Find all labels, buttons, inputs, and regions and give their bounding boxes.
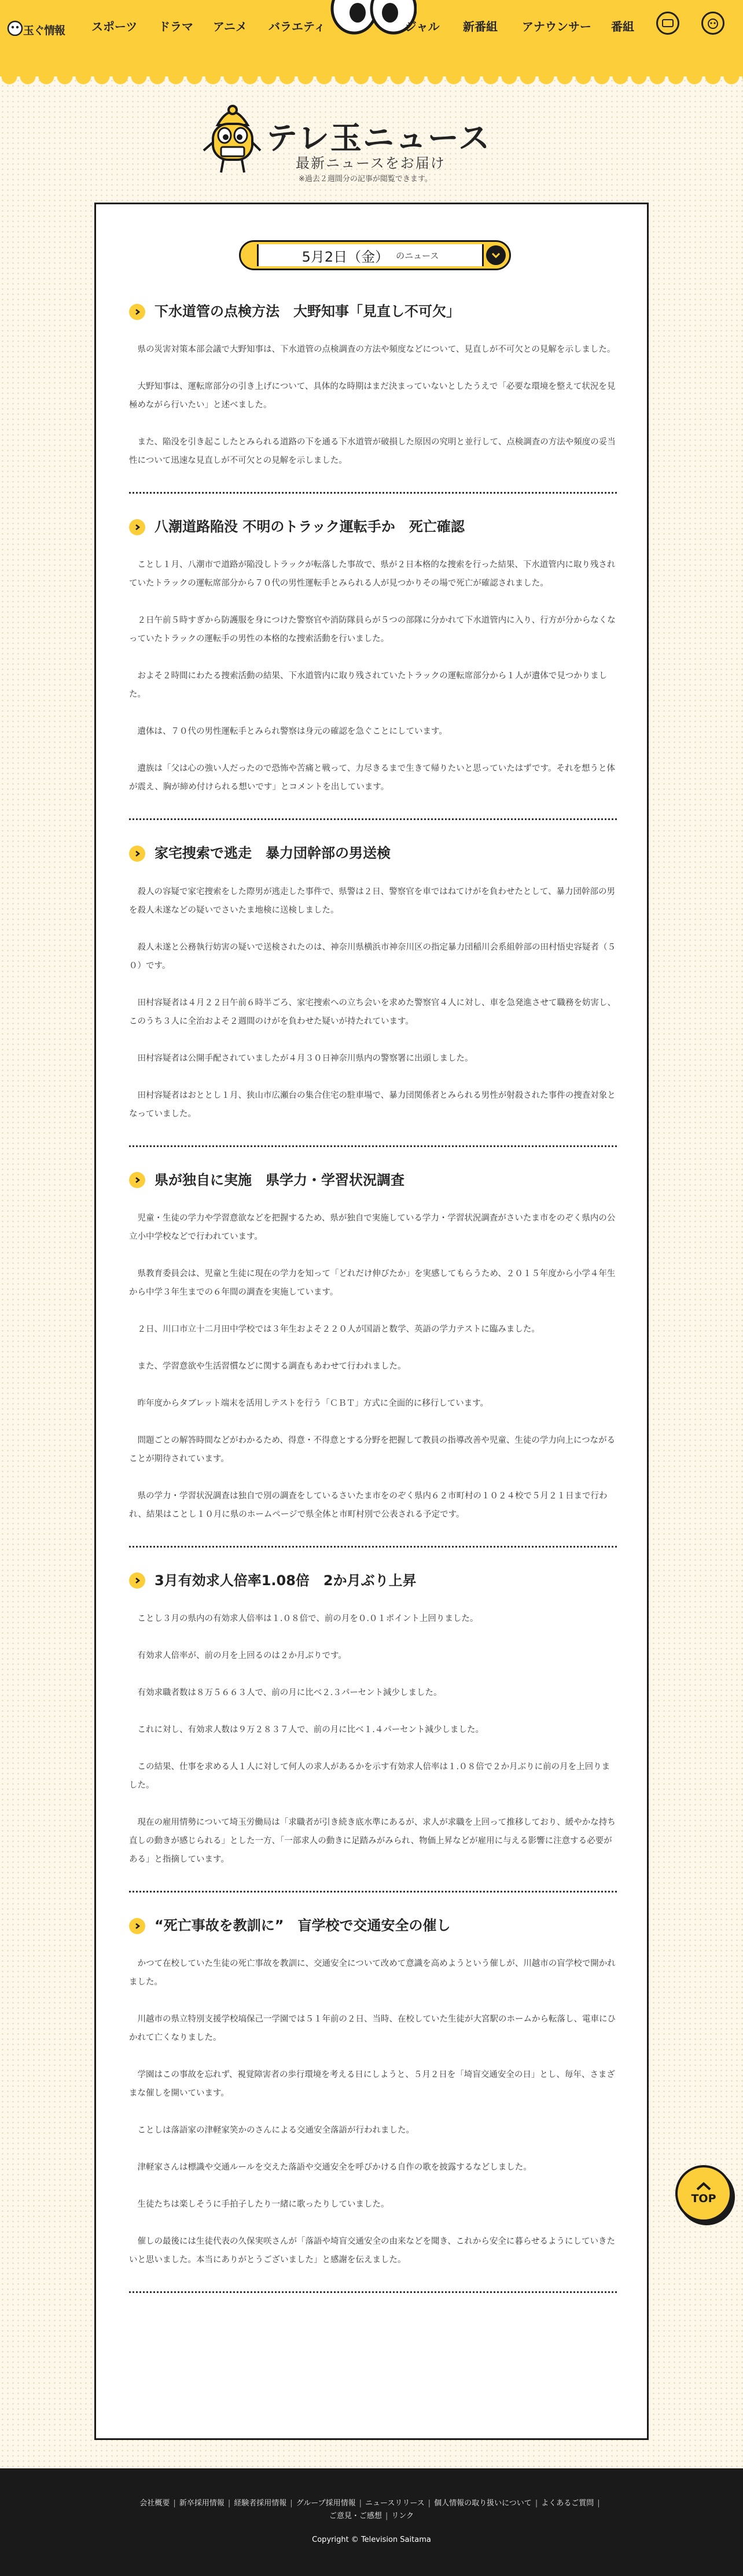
mascot-eyes-icon <box>330 0 417 35</box>
nav-mascot-icon[interactable] <box>701 12 724 35</box>
article-paragraph: ことし３月の県内の有効求人倍率は１.０８倍で、前の月を０.０１ポイント上回りました。 <box>137 1614 479 1623</box>
article-list <box>129 303 617 2317</box>
news-article <box>129 844 617 1146</box>
article-paragraph: また、学習意欲や生活習慣などに関する調査もあわせて行われました。 <box>137 1361 406 1371</box>
footer-separator: | <box>385 2512 388 2520</box>
chevron-right-icon <box>129 1918 145 1934</box>
article-paragraph: これに対し、有効求人数は９万２８３７人で、前の月に比べ１.４パーセント減少しました。 <box>137 1725 484 1735</box>
mascot-logo-icon <box>7 20 23 36</box>
footer-separator: | <box>227 2499 231 2508</box>
site-logo[interactable] <box>7 13 71 43</box>
article-header <box>129 1171 617 1189</box>
site-footer <box>0 2468 743 2576</box>
article-paragraph: 田村容疑者は公開手配されていましたが４月３０日神奈川県内の警察署に出頭しました。 <box>137 1053 473 1063</box>
article-paragraph: 遺体は、７０代の男性運転手とみられ警察は身元の確認を急ぐことにしています。 <box>137 727 447 737</box>
news-article <box>129 518 617 820</box>
article-paragraph: 田村容疑者は４月２２日午前６時半ごろ、家宅捜索への立ち会いを求めた警察官４人に対し、車を急発進させて職務を妨害し、このうち３人に全治およそ２週間のけがを負わせた疑いが持たれています。 <box>129 998 616 1026</box>
article-header <box>129 1917 617 1935</box>
article-paragraph: 殺人の容疑で家宅捜索をした際男が逃走した事件で、県警は２日、警察官を車ではねてけがを負わせたとして、暴力団幹部の男を殺人未遂などの疑いでさいたま地検に送検しました。 <box>129 887 616 915</box>
date-dropdown-button[interactable] <box>486 245 506 265</box>
article-paragraph: この結果、仕事を求める人１人に対して何人の求人があるかを示す有効求人倍率は１.０８倍で２か月ぶりに前の月を上回りました。 <box>129 1762 610 1790</box>
article-paragraph: 有効求職者数は８万５６６３人で、前の月に比べ２.３パーセント減少しました。 <box>137 1688 442 1697</box>
article-paragraph: 問題ごとの解答時間などがわかるため、得意・不得意とする分野を把握して教員の指導改善や児童、生徒の学力向上につながることが期待されています。 <box>129 1435 616 1464</box>
article-paragraph: 大野知事は、運転席部分の引き上げについて、具体的な時期はまだ決まっていないとしたうえで「必要な環境を整えて状況を見極めながら行いたい」と述べました。 <box>129 382 616 410</box>
footer-separator: | <box>359 2499 362 2508</box>
chevron-down-icon <box>491 252 501 259</box>
copyright: Copyright © Television Saitama <box>312 2535 431 2544</box>
chevron-right-icon <box>129 1572 145 1589</box>
nav-drama[interactable]: ドラマ <box>159 20 193 34</box>
article-paragraph: 県教育委員会は、児童と生徒に現在の学力を知って「どれだけ伸びたか」を実感してもらうため、２０１５年度から小学４年生から中学３年生までの６年間の調査を実施しています。 <box>129 1269 616 1297</box>
footer-link[interactable]: よくあるご質問 <box>541 2499 594 2508</box>
article-title: 家宅捜索で逃走 暴力団幹部の男送検 <box>155 845 391 862</box>
footer-link[interactable]: 経験者採用情報 <box>234 2499 287 2508</box>
article-paragraph: 津軽家さんは標識や交通ルールを交えた落語や交通安全を呼びかける自作の歌を披露するなどしました。 <box>137 2163 532 2173</box>
news-article <box>129 1171 617 1548</box>
article-paragraph: 生徒たちは楽しそうに手拍子したり一緒に歌ったりしていました。 <box>137 2200 389 2210</box>
news-card <box>94 203 649 2440</box>
chevron-right-icon <box>129 1172 145 1188</box>
article-title: 3月有効求人倍率1.08倍 2か月ぶり上昇 <box>155 1572 417 1589</box>
footer-separator: | <box>535 2499 538 2508</box>
article-title: “死亡事故を教訓に” 盲学校で交通安全の催し <box>155 1917 451 1934</box>
article-paragraph: 有効求人倍率が、前の月を上回るのは２か月ぶりです。 <box>137 1651 347 1660</box>
nav-anime[interactable]: アニメ <box>213 20 247 34</box>
chevron-right-icon <box>129 846 145 862</box>
article-paragraph: 県の学力・学習状況調査は独自で別の調査をしているさいたま市をのぞく県内６２市町村の１０２４校で５月２１日まで行われ、結果はことし１０月に県のホームページで県全体と市町村別で公表される予定です。 <box>129 1491 608 1519</box>
page-title: テレ玉ニュース <box>266 120 491 156</box>
footer-separator: | <box>428 2499 431 2508</box>
article-paragraph: 川越市の県立特別支援学校塙保己一学園では５１年前の２日、当時、在校していた生徒が大宮駅のホームから転落し、電車にひかれて亡くなりました。 <box>129 2015 616 2043</box>
article-paragraph: 学園はこの事故を忘れず、視覚障害者の歩行環境を考える日にしようと、５月２日を「埼盲交通安全の日」とし、毎年、さまざまな催しを開いています。 <box>129 2070 615 2099</box>
article-title: 八潮道路陥没 不明のトラック運転手か 死亡確認 <box>155 519 465 535</box>
article-paragraph: およそ２時間にわたる捜索活動の結果、下水道管内に取り残されていたトラックの運転席部分から１人が遺体で見つかりました。 <box>129 671 608 700</box>
article-header <box>129 518 617 536</box>
footer-link[interactable]: 個人情報の取り扱いについて <box>434 2499 532 2508</box>
article-title: 下水道管の点検方法 大野知事「見直し不可欠」 <box>155 303 460 319</box>
article-paragraph: 県の災害対策本部会議で大野知事は、下水道管の点検調査の方法や頻度などについて、見直しが不可欠との見解を示しました。 <box>137 345 616 355</box>
article-paragraph: 田村容疑者はおととし１月、狭山市広瀬台の集合住宅の駐車場で、暴力団関係者とみられる男性が射殺された事件の捜査対象となっていました。 <box>129 1090 616 1119</box>
footer-separator: | <box>173 2499 176 2508</box>
nav-announcers[interactable]: アナウンサー <box>522 20 591 34</box>
nav-programs[interactable]: 番組 <box>611 20 634 34</box>
mascot-character-icon <box>200 102 264 177</box>
footer-link[interactable]: ニュースリリース <box>365 2499 425 2508</box>
page-subtitle: 最新ニュースをお届け <box>296 155 446 171</box>
article-paragraph: また、陥没を引き起こしたとみられる道路の下を通る下水道管が破損した原因の究明と並行して、点検調査の方法や頻度の妥当性について迅速な見直しが不可欠との見解を示しました。 <box>129 438 616 466</box>
article-paragraph: 殺人未遂と公務執行妨害の疑いで送検されたのは、神奈川県横浜市神奈川区の指定暴力団稲川会系組幹部の田村悟史容疑者（５０）です。 <box>129 942 616 971</box>
nav-sports[interactable]: スポーツ <box>91 20 138 34</box>
back-to-top-button[interactable] <box>675 2165 732 2222</box>
top-label: TOP <box>691 2192 716 2205</box>
article-paragraph: ことしは落語家の津軽家笑かのさんによる交通安全落語が行われました。 <box>137 2126 414 2136</box>
article-paragraph: 催しの最後には生徒代表の久保実咲さんが「落語や埼盲交通安全の由来などを聞き、これから安全に暮らせるようにしていきたいと思いました。本当にありがとうございました」と感謝を伝えました。 <box>129 2237 615 2265</box>
article-header <box>129 1572 617 1590</box>
chevron-up-icon <box>695 2182 712 2191</box>
footer-link[interactable]: 新卒採用情報 <box>179 2499 225 2508</box>
news-article <box>129 1917 617 2293</box>
article-title: 県が独自に実施 県学力・学習状況調査 <box>155 1171 404 1188</box>
nav-genre[interactable]: ジャル <box>405 20 440 34</box>
chevron-right-icon <box>129 304 145 320</box>
news-article <box>129 1572 617 1893</box>
article-paragraph: ２日、川口市立十二月田中学校では３年生およそ２２０人が国語と数学、英語の学力テストに臨みました。 <box>137 1324 540 1334</box>
article-header <box>129 844 617 862</box>
article-paragraph: 児童・生徒の学力や学習意欲などを把握するため、県が独自で実施している学力・学習状況調査がさいたま市をのぞく県内の公立小中学校などで行われています。 <box>129 1213 616 1241</box>
page-note: ※過去２週間分の記事が閲覧できます。 <box>299 175 432 183</box>
nav-variety[interactable]: バラエティ <box>268 20 326 34</box>
article-paragraph: 現在の雇用情勢について埼玉労働局は「求職者が引き続き底水準にあるが、求人が求職を上回って推移しており、緩やかな持ち直しの動きが感じられる」とした一方、「一部求人の動きに足踏みがみられ、物価上昇などが雇用に与える影響に注意する必要がある」と指摘しています。 <box>129 1817 616 1864</box>
article-paragraph: 昨年度からタブレット端末を活用しテストを行う「ＣＢＴ」方式に全面的に移行しています。 <box>137 1398 489 1408</box>
footer-links <box>116 2497 627 2523</box>
footer-link[interactable]: リンク <box>391 2512 414 2520</box>
logo-text: 玉ぐ情報 <box>23 24 65 37</box>
article-paragraph: ことし１月、八潮市で道路が陥没しトラックが転落した事故で、県が２日本格的な捜索を行った結果、下水道管内に取り残されていたトラックの運転席部分から７０代の男性運転手とみられる人が見つかりその場で死亡が確認されました。 <box>129 560 616 589</box>
date-selector[interactable] <box>239 240 511 270</box>
footer-link[interactable]: 会社概要 <box>139 2499 170 2508</box>
site-header <box>0 0 743 76</box>
footer-link[interactable]: ご意見・ご感想 <box>329 2512 382 2520</box>
article-header <box>129 303 617 321</box>
date-suffix: のニュース <box>396 250 439 261</box>
footer-link[interactable]: グループ採用情報 <box>296 2499 356 2508</box>
nav-tv-icon[interactable] <box>656 12 679 35</box>
footer-separator: | <box>290 2499 293 2508</box>
article-paragraph: かつて在校していた生徒の死亡事故を教訓に、交通安全について改めて意識を高めようという催しが、川越市の盲学校で開かれました。 <box>129 1959 616 1987</box>
footer-separator: | <box>597 2499 600 2508</box>
article-paragraph: 遺族は「父は心の強い人だったので恐怖や苦痛と戦って、力尽きるまで生きて帰りたいと思っていたはずです。それを想うと体が震え、胸が締め付けられる想いです」とコメントを出しています。 <box>129 764 615 792</box>
date-display[interactable] <box>257 244 484 266</box>
chevron-right-icon <box>129 519 145 535</box>
article-paragraph: ２日午前５時すぎから防護服を身につけた警察官や消防隊員らが５つの部隊に分かれて下水道管内に入り、行方が分からなくなっていたトラックの運転手の男性の本格的な捜索活動を行いました。 <box>129 616 616 644</box>
selected-date: 5月2日（金） <box>301 248 389 265</box>
news-article <box>129 303 617 494</box>
nav-new-programs[interactable]: 新番組 <box>463 20 498 34</box>
